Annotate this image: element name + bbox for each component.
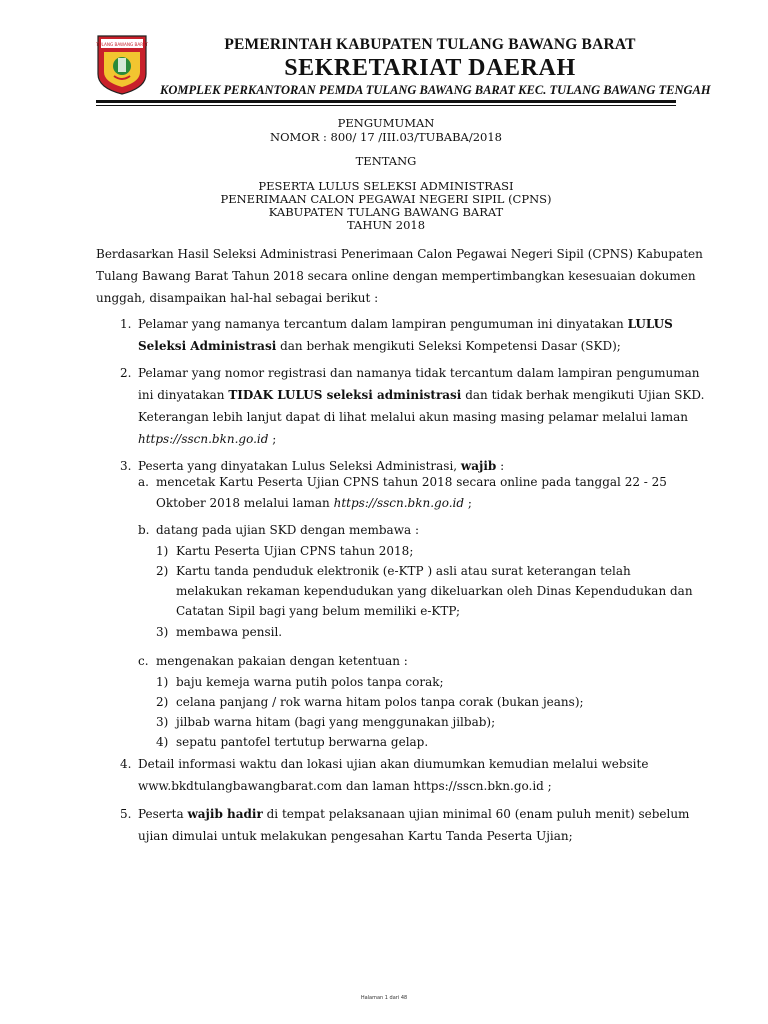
item-5-line-2: ujian dimulai untuk melakukan pengesahan Kartu Tanda Peserta Ujian; bbox=[138, 829, 573, 843]
item-3c-text: mengenakan pakaian dengan ketentuan : bbox=[156, 654, 408, 668]
page-number-footer: Halaman 1 dari 48 bbox=[360, 995, 408, 1001]
item-3b-3-number: 3) bbox=[156, 625, 169, 639]
item-3c-2-number: 2) bbox=[156, 695, 169, 709]
item-2-line-3: Keterangan lebih lanjut dapat di lihat melalui akun masing masing pelamar melalui laman bbox=[138, 410, 689, 424]
regency-emblem-logo bbox=[96, 34, 148, 96]
item-3c-4-text: sepatu pantofel tertutup berwarna gelap. bbox=[176, 735, 429, 749]
item-3-number: 3. bbox=[120, 459, 132, 473]
svg-text:TULANG BAWANG BARAT: TULANG BAWANG BARAT bbox=[96, 41, 148, 47]
item-1-number: 1. bbox=[120, 317, 132, 331]
item-3c-3-text: jilbab warna hitam (bagi yang menggunakan jilbab); bbox=[176, 715, 496, 729]
item-3c-3-number: 3) bbox=[156, 715, 169, 729]
item-3c-4-number: 4) bbox=[156, 735, 169, 749]
item-4-line-1: Detail informasi waktu dan lokasi ujian akan diumumkan kemudian melalui website bbox=[138, 757, 649, 771]
item-5-line-1: Peserta wajib hadir di tempat pelaksanaan ujian minimal 60 (enam puluh menit) sebelum bbox=[138, 807, 690, 821]
subject-line-1: PESERTA LULUS SELEKSI ADMINISTRASI bbox=[258, 179, 514, 193]
office-address: KOMPLEK PERKANTORAN PEMDA TULANG BAWANG BARAT KEC. TULANG BAWANG TENGAH bbox=[160, 83, 711, 97]
item-3a-line-1: mencetak Kartu Peserta Ujian CPNS tahun 2018 secara online pada tanggal 22 - 25 bbox=[156, 475, 667, 489]
office-name: SEKRETARIAT DAERAH bbox=[284, 55, 576, 81]
sscn-link[interactable]: https://sscn.bkn.go.id bbox=[333, 496, 465, 510]
item-2-number: 2. bbox=[120, 366, 132, 380]
item-5-number: 5. bbox=[120, 807, 132, 821]
item-1-line-1: Pelamar yang namanya tercantum dalam lampiran pengumuman ini dinyatakan LULUS bbox=[138, 317, 673, 331]
government-name: PEMERINTAH KABUPATEN TULANG BAWANG BARAT bbox=[224, 36, 636, 53]
subject-line-4: TAHUN 2018 bbox=[346, 218, 426, 232]
intro-line-1: Berdasarkan Hasil Seleksi Administrasi Penerimaan Calon Pegawai Negeri Sipil (CPNS) Kabupaten bbox=[96, 247, 703, 261]
item-3b-1-text: Kartu Peserta Ujian CPNS tahun 2018; bbox=[176, 544, 414, 558]
sscn-link[interactable]: https://sscn.bkn.go.id bbox=[138, 432, 269, 446]
item-3c-label: c. bbox=[138, 654, 149, 668]
subject-line-2: PENERIMAAN CALON PEGAWAI NEGERI SIPIL (CPNS) bbox=[220, 192, 552, 206]
item-3b-3-text: membawa pensil. bbox=[176, 625, 283, 639]
item-3b-2-number: 2) bbox=[156, 564, 169, 578]
item-3b-2-line-1: Kartu tanda penduduk elektronik (e-KTP ) asli atau surat keterangan telah bbox=[176, 564, 631, 578]
item-2-line-1: Pelamar yang nomor registrasi dan namanya tidak tercantum dalam lampiran pengumuman bbox=[138, 366, 700, 380]
announcement-title: PENGUMUMAN bbox=[337, 116, 435, 130]
intro-line-3: unggah, disampaikan hal-hal sebagai berikut : bbox=[96, 291, 379, 305]
item-3b-label: b. bbox=[138, 523, 150, 537]
announcement-number: NOMOR : 800/ 17 /III.03/TUBABA/2018 bbox=[270, 130, 502, 144]
item-3c-1-text: baju kemeja warna putih polos tanpa corak; bbox=[176, 675, 444, 689]
item-3b-2-line-3: Catatan Sipil bagi yang belum memiliki e-KTP; bbox=[176, 604, 461, 618]
item-1-line-2: Seleksi Administrasi dan berhak mengikuti Seleksi Kompetensi Dasar (SKD); bbox=[138, 339, 621, 353]
letterhead bbox=[160, 36, 711, 98]
item-3-line-1: Peserta yang dinyatakan Lulus Seleksi Administrasi, wajib : bbox=[138, 459, 505, 473]
item-3a-line-2: Oktober 2018 melalui laman https://sscn.bkn.go.id ; bbox=[156, 496, 472, 510]
intro-line-2: Tulang Bawang Barat Tahun 2018 secara online dengan mempertimbangkan kesesuaian dokumen bbox=[96, 269, 696, 283]
item-4-number: 4. bbox=[120, 757, 132, 771]
item-3a-label: a. bbox=[138, 475, 149, 489]
item-3c-1-number: 1) bbox=[156, 675, 169, 689]
item-3b-1-number: 1) bbox=[156, 544, 169, 558]
item-3c-2-text: celana panjang / rok warna hitam polos tanpa corak (bukan jeans); bbox=[176, 695, 584, 709]
announcement-about: TENTANG bbox=[355, 154, 417, 168]
item-4-line-2: www.bkdtulangbawangbarat.com dan laman https://sscn.bkn.go.id ; bbox=[138, 779, 552, 793]
item-2-line-2: ini dinyatakan TIDAK LULUS seleksi administrasi dan tidak berhak mengikuti Ujian SKD. bbox=[138, 388, 705, 402]
item-3b-2-line-2: melakukan rekaman kependudukan yang dikeluarkan oleh Dinas Kependudukan dan bbox=[176, 584, 693, 598]
letterhead-rule-thin bbox=[96, 105, 676, 106]
letterhead-rule bbox=[96, 100, 676, 103]
subject-line-3: KABUPATEN TULANG BAWANG BARAT bbox=[268, 205, 504, 219]
item-2-line-4: https://sscn.bkn.go.id ; bbox=[138, 432, 277, 446]
item-3b-text: datang pada ujian SKD dengan membawa : bbox=[156, 523, 419, 537]
